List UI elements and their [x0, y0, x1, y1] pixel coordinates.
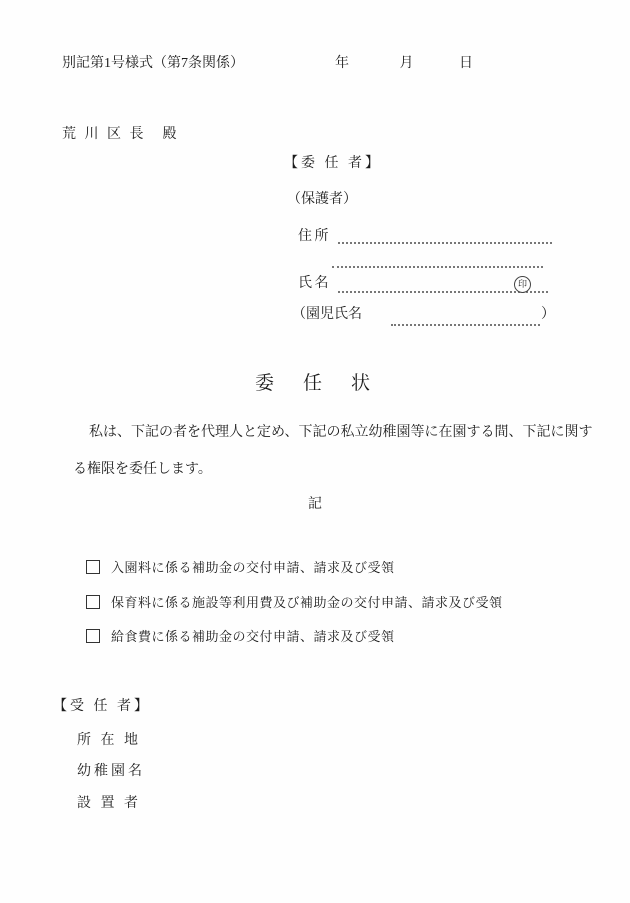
checkbox-label: 入園料に係る補助金の交付申請、請求及び受領: [111, 560, 395, 575]
delegator-subtitle: （保護者）: [287, 192, 357, 207]
child-name-fill-line[interactable]: [391, 312, 540, 326]
checkbox-row-entrance-fee: [86, 557, 395, 576]
checkbox-label: 給食費に係る補助金の交付申請、請求及び受領: [111, 629, 395, 644]
delegate-section-title: 【受 任 者】: [53, 699, 151, 714]
addressee: 荒 川 区 長 殿: [62, 127, 179, 142]
address-fill-line-1[interactable]: [338, 230, 552, 244]
checkbox-row-meal-fee: [86, 626, 395, 645]
body-text-line2: る権限を委任します。: [73, 462, 212, 477]
delegator-section-title: 【委 任 者】: [284, 156, 382, 171]
address-label: 住所: [298, 229, 331, 244]
checkbox[interactable]: [86, 595, 100, 609]
child-name-label: （園児氏名: [292, 307, 362, 322]
address-fill-line-2[interactable]: [332, 254, 543, 268]
name-label: 氏名: [298, 276, 331, 291]
body-text-line1: 私は、下記の者を代理人と定め、下記の私立幼稚園等に在園する間、下記に関す: [89, 425, 593, 440]
checkbox-label: 保育料に係る施設等利用費及び補助金の交付申請、請求及び受領: [111, 595, 503, 610]
form-number: 別記第1号様式（第7条関係）: [62, 56, 244, 71]
delegate-field-kindergarten-name: 幼稚園名: [77, 764, 145, 779]
child-name-close-paren: ）: [541, 307, 555, 322]
delegate-field-founder: 設 置 者: [77, 796, 141, 811]
date-year-label: 年: [335, 56, 349, 71]
ki-marker: 記: [308, 497, 322, 512]
document-title: 委 任 状: [254, 373, 375, 394]
date-month-label: 月: [399, 56, 414, 71]
date-line: [335, 55, 473, 73]
seal-mark-icon: 印: [514, 276, 531, 293]
checkbox[interactable]: [86, 629, 100, 643]
checkbox[interactable]: [86, 560, 100, 574]
delegate-field-location: 所 在 地: [77, 733, 141, 748]
checkbox-row-childcare-fee: [86, 592, 503, 611]
date-day-label: 日: [459, 56, 473, 71]
